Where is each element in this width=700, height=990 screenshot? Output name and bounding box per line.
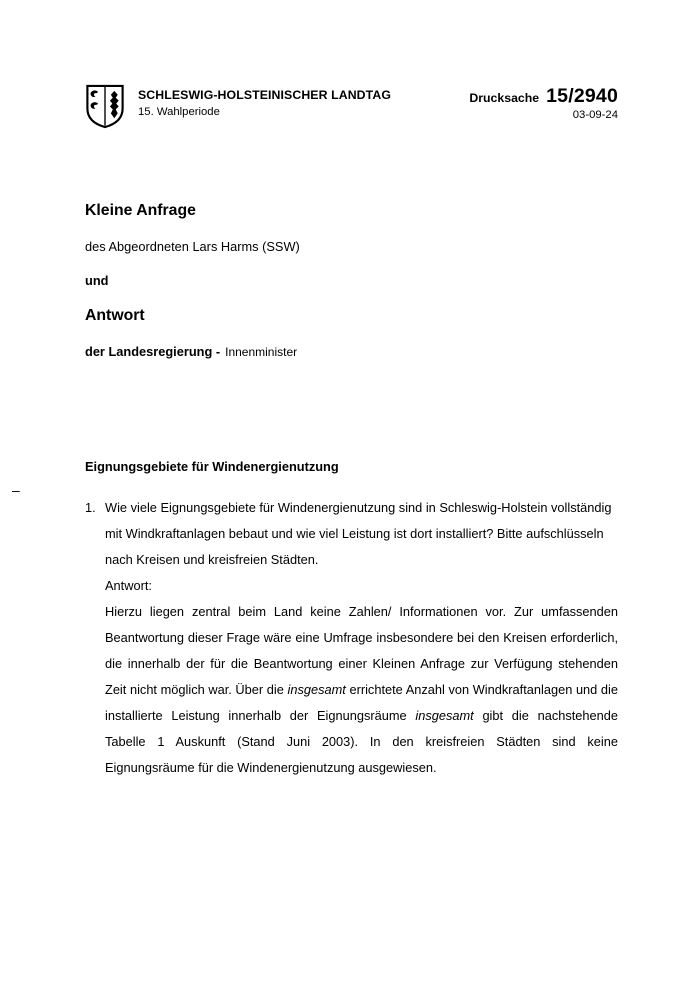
schleswig-holstein-coat-of-arms-icon [85, 84, 125, 129]
document-body [85, 459, 618, 781]
legislative-period: 15. Wahlperiode [138, 106, 220, 118]
title-und: und [85, 273, 109, 288]
question-item [85, 495, 618, 781]
header-right [469, 84, 618, 121]
document-date: 03-09-24 [572, 109, 618, 121]
government-label: der Landesregierung - [85, 344, 221, 359]
title-antwort: Antwort [85, 307, 145, 324]
answer-segment-italic: insgesamt [287, 682, 346, 697]
answer-segment-italic: insgesamt [415, 708, 474, 723]
drucksache-number: 15/2940 [546, 85, 618, 107]
section-heading: Eignungsgebiete für Windenergienutzung [85, 459, 339, 474]
minister-label: Innenminister [225, 345, 298, 359]
header-left [85, 84, 391, 129]
title-block [85, 202, 618, 359]
parliament-name: SCHLESWIG-HOLSTEINISCHER LANDTAG [138, 88, 392, 102]
answer-paragraph [105, 599, 618, 781]
drucksache-label: Drucksache [469, 91, 540, 105]
answer-segment: Hierzu liegen zentral beim Land keine Zahlen/ Informationen vor. Zur umfassenden Beantwortung dieser Frage wäre eine Umfrage insbesondere bei den Kreisen erforderlich, die innerhalb der für die Beantwortung einer Kleinen Anfrage zur Verfügung stehenden Zeit nicht möglich war. Über die [105, 604, 618, 697]
question-text: Wie viele Eignungsgebiete für Windenergienutzung sind in Schleswig-Holstein vollständig mit Windkraftanlagen bebaut und wie viel Leistung ist dort installiert? Bitte aufschlüsseln nach Kreisen und kreisfreien Städten. [105, 500, 612, 567]
question-number: 1. [85, 500, 96, 515]
answer-label: Antwort: [105, 578, 152, 593]
question-content [105, 495, 618, 781]
title-kleine-anfrage: Kleine Anfrage [85, 202, 196, 219]
answer-segment: errichtete Anzahl von Windkraftanlagen und die installierte Leistung innerhalb der Eignungsräume [105, 682, 618, 723]
document-header [85, 84, 618, 129]
title-government-line [85, 344, 618, 359]
answer-segment: gibt die nachstehende Tabelle 1 Auskunft (Stand Juni 2003). In den kreisfreien Städten sind keine Eignungsräume für die Windenergienutzung ausgewiesen. [105, 708, 618, 775]
header-titles [138, 84, 391, 118]
margin-dash-mark: – [12, 482, 20, 498]
drucksache-line [469, 85, 618, 108]
title-author-line: des Abgeordneten Lars Harms (SSW) [85, 239, 300, 254]
